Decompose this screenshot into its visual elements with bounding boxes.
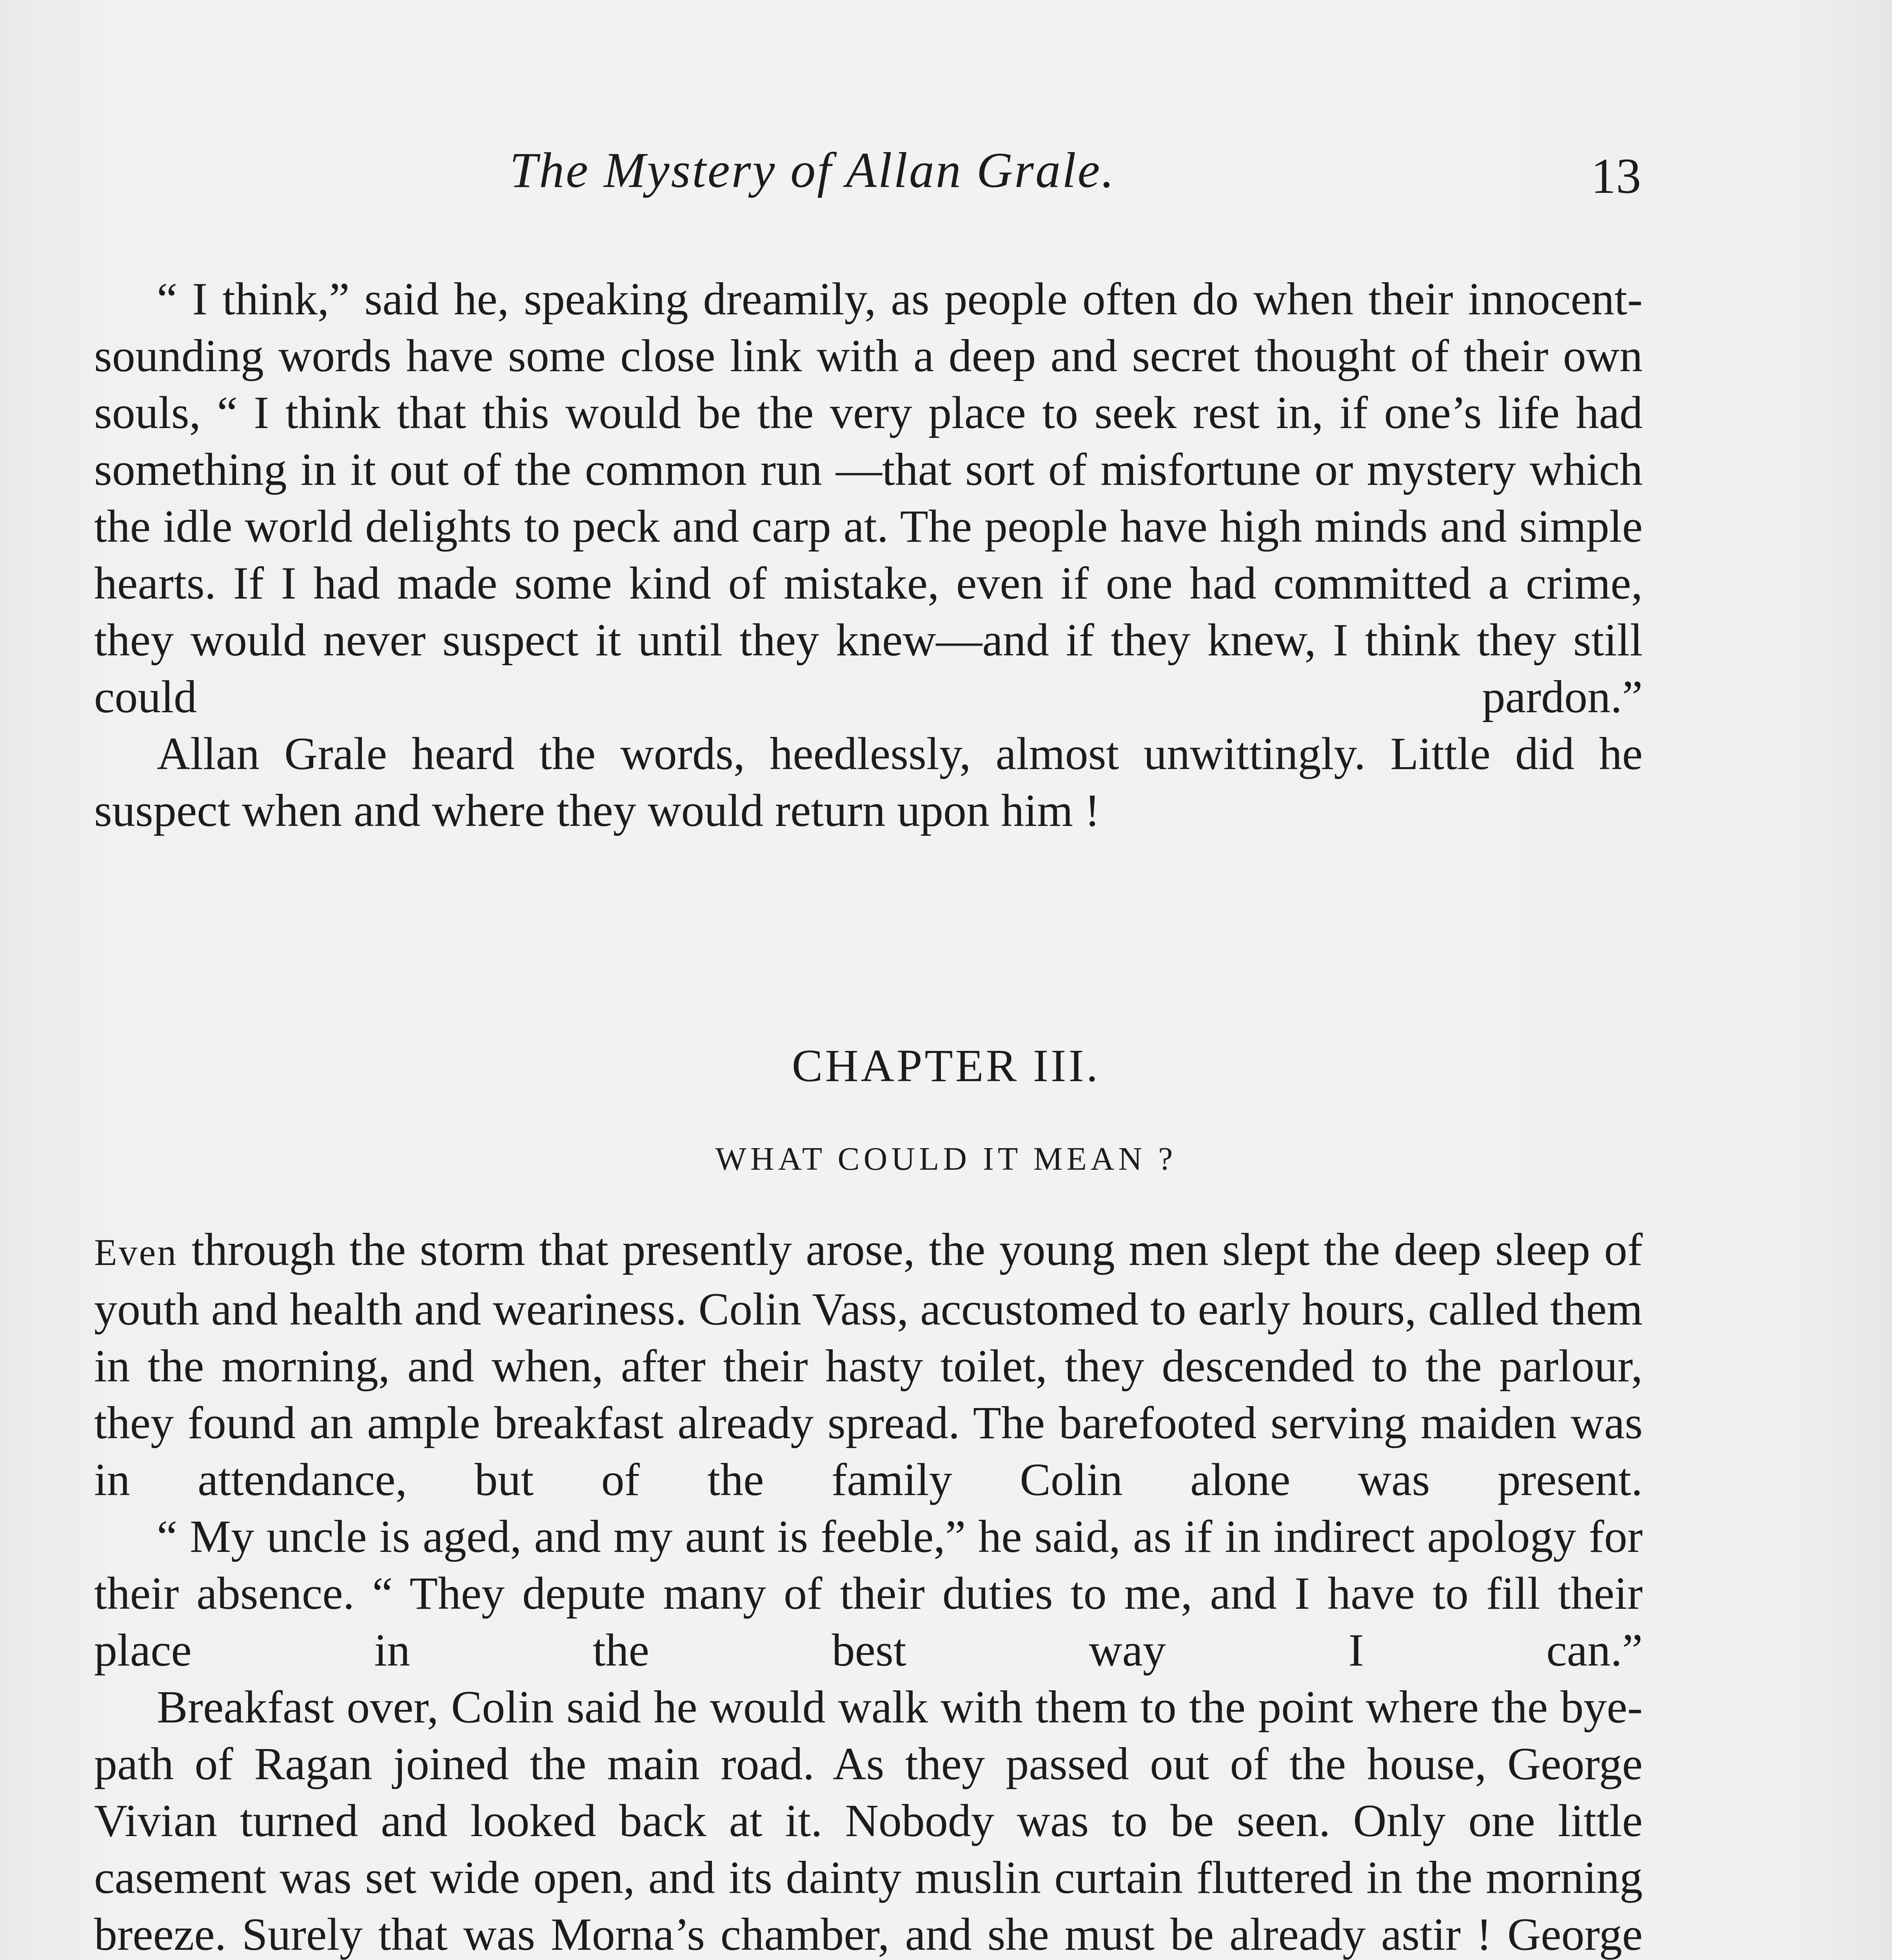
chapter-subtitle: WHAT COULD IT MEAN ?: [715, 1141, 1177, 1177]
chapter-opening-paragraph: [94, 1221, 1643, 1508]
opening-word: Even: [94, 1231, 178, 1273]
text-block-main: [94, 1221, 1643, 1960]
chapter-title: CHAPTER III.: [792, 1040, 1100, 1091]
paragraph: “ I think,” said he, speaking dreamily, as people often do when their innocent-sounding words have some close link with a deep and secret thought of their own souls, “ I think that this would be the very place to seek rest in, if one’s life had something in it out of the common run —that sort of misfortune or mystery which the idle world delights to peck and carp at. The people have high minds and simple hearts. If I had made some kind of mistake, even if one had committed a crime, they would never suspect it until they knew—and if they knew, I think they still could pardon.”: [94, 273, 1643, 722]
paragraph: Allan Grale heard the words, heedlessly, almost unwittingly. Little did he suspect when and where they would return upon him !: [94, 728, 1643, 836]
paragraph: “ My uncle is aged, and my aunt is feeble,” he said, as if in indirect apology for their absence. “ They depute many of their duties to me, and I have to fill their place in the best way I can.”: [94, 1511, 1643, 1676]
page-number: 13: [1591, 148, 1641, 204]
paragraph: Breakfast over, Colin said he would walk with them to the point where the bye-path of Ragan joined the main road. As they passed out of the house, George Vivian turned and looked back at it. Nobody was to be seen. Only one little casement was set wide open, and its dainty muslin curtain fluttered in the morning breeze. Surely that was Morna’s chamber, and she must be already astir ! George: [94, 1681, 1643, 1960]
opening-text: through the storm that presently arose, the young men slept the deep sleep of youth and health and weariness. Colin Vass, accustomed to early hours, called them in the morning, and when, after their hasty toilet, they descended to the parlour, they found an ample breakfast already spread. The barefooted serving maiden was in attendance, but of the family Colin alone was present.: [94, 1224, 1643, 1505]
running-title: The Mystery of Allan Grale.: [510, 142, 1116, 198]
text-block-top: [94, 270, 1643, 839]
